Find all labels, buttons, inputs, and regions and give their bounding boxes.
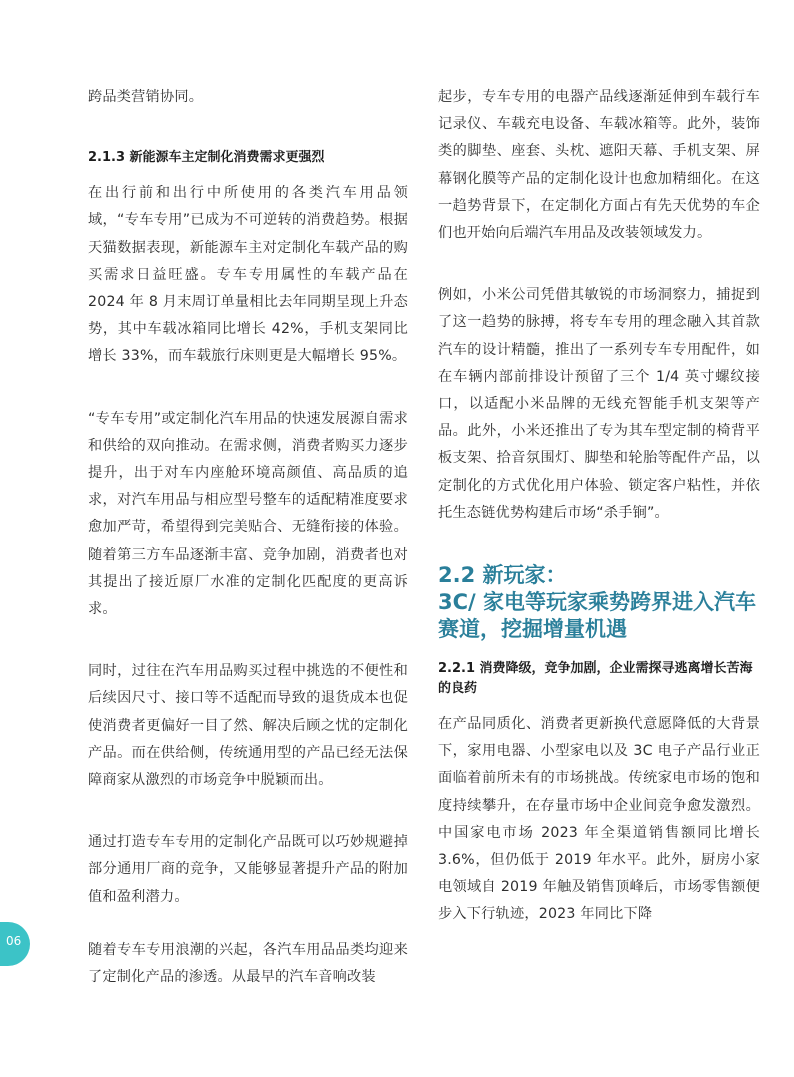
subheading-2-2-1: 2.2.1 消费降级，竞争加剧，企业需探寻逃离增长苦海的良药 bbox=[438, 661, 753, 697]
paragraph-ev-demand: 在出行前和出行中所使用的各类汽车用品领域，“专车专用”已成为不可逆转的消费趋势。根据天猫数据表现，新能源车主对定制化车载产品的购买需求日益旺盛。专车专用属性的车载产品在 2024 年 8 月末周订单量相比去年同期呈现上升态势，其中车载冰箱同比增长 42%，手机支架同比增长 33%，而车载旅行床则更是大幅增长 95%。 bbox=[88, 185, 408, 365]
section-heading-line1: 2.2 新玩家： bbox=[438, 563, 567, 588]
subheading-2-1-3: 2.1.3 新能源车主定制化消费需求更强烈 bbox=[88, 150, 325, 166]
paragraph-custom-products: 通过打造专车专用的定制化产品既可以巧妙规避掉部分通用厂商的竞争，又能够显著提升产品的附加值和盈利潜力。 bbox=[88, 834, 408, 905]
right-column bbox=[438, 84, 760, 929]
paragraph-xiaomi-example: 例如，小米公司凭借其敏锐的市场洞察力，捕捉到了这一趋势的脉搏，将专车专用的理念融入其首款汽车的设计精髓，推出了一系列专车专用配件，如在车辆内部前排设计预留了三个 1/4 英寸螺纹接口，以适配小米品牌的无线充智能手机支架等产品。此外，小米还推出了专为其车型定制的椅背平板支架、拾音氛围灯、脚垫和轮胎等配件产品，以定制化的方式优化用户体验、锁定客户粘性，并依托生态链优势构建后市场“杀手锏”。 bbox=[438, 287, 760, 521]
left-column bbox=[88, 84, 408, 991]
page-number: 06 bbox=[6, 934, 22, 948]
paragraph-appliance-market: 在产品同质化、消费者更新换代意愿降低的大背景下，家用电器、小型家电以及 3C 电子产品行业正面临着前所未有的市场挑战。传统家电市场的饱和度持续攀升，在存量市场中企业间竞争愈发激烈。中国家电市场 2023 年全渠道销售额同比增长 3.6%，但仍低于 2019 年水平。此外，厨房小家电领域自 2019 年触及销售顶峰后，市场零售额便步入下行轨迹，2023 年同比下降 bbox=[438, 716, 760, 923]
paragraph-continued: 跨品类营销协同。 bbox=[88, 89, 204, 105]
section-heading-2-2 bbox=[438, 562, 760, 643]
paragraph-return-cost: 同时，过往在汽车用品购买过程中挑选的不便性和后续因尺寸、接口等不适配而导致的退货成本也促使消费者更偏好一目了然、解决后顾之忧的定制化产品。而在供给侧，传统通用型的产品已经无法保障商家从激烈的市场竞争中脱颖而出。 bbox=[88, 663, 408, 789]
paragraph-demand-supply: “专车专用”或定制化汽车用品的快速发展源自需求和供给的双向推动。在需求侧，消费者购买力逐步提升，出于对车内座舱环境高颜值、高品质的追求，对汽车用品与相应型号整车的适配精准度要求愈加严苛，希望得到完美贴合、无缝衔接的体验。随着第三方车品逐渐丰富、竞争加剧，消费者也对其提出了接近原厂水准的定制化匹配度的更高诉求。 bbox=[88, 410, 408, 618]
section-heading-line2: 3C/ 家电等玩家乘势跨界进入汽车赛道，挖掘增量机遇 bbox=[438, 590, 757, 642]
paragraph-electronics-extension: 起步，专车专用的电器产品线逐渐延伸到车载行车记录仪、车载充电设备、车载冰箱等。此外，装饰类的脚垫、座套、头枕、遮阳天幕、手机支架、屏幕钢化膜等产品的定制化设计也愈加精细化。在这一趋势背景下，在定制化方面占有先天优势的车企们也开始向后端汽车用品及改装领域发力。 bbox=[438, 89, 760, 242]
paragraph-trend-rise: 随着专车专用浪潮的兴起，各汽车用品品类均迎来了定制化产品的渗透。从最早的汽车音响改装 bbox=[88, 941, 408, 986]
